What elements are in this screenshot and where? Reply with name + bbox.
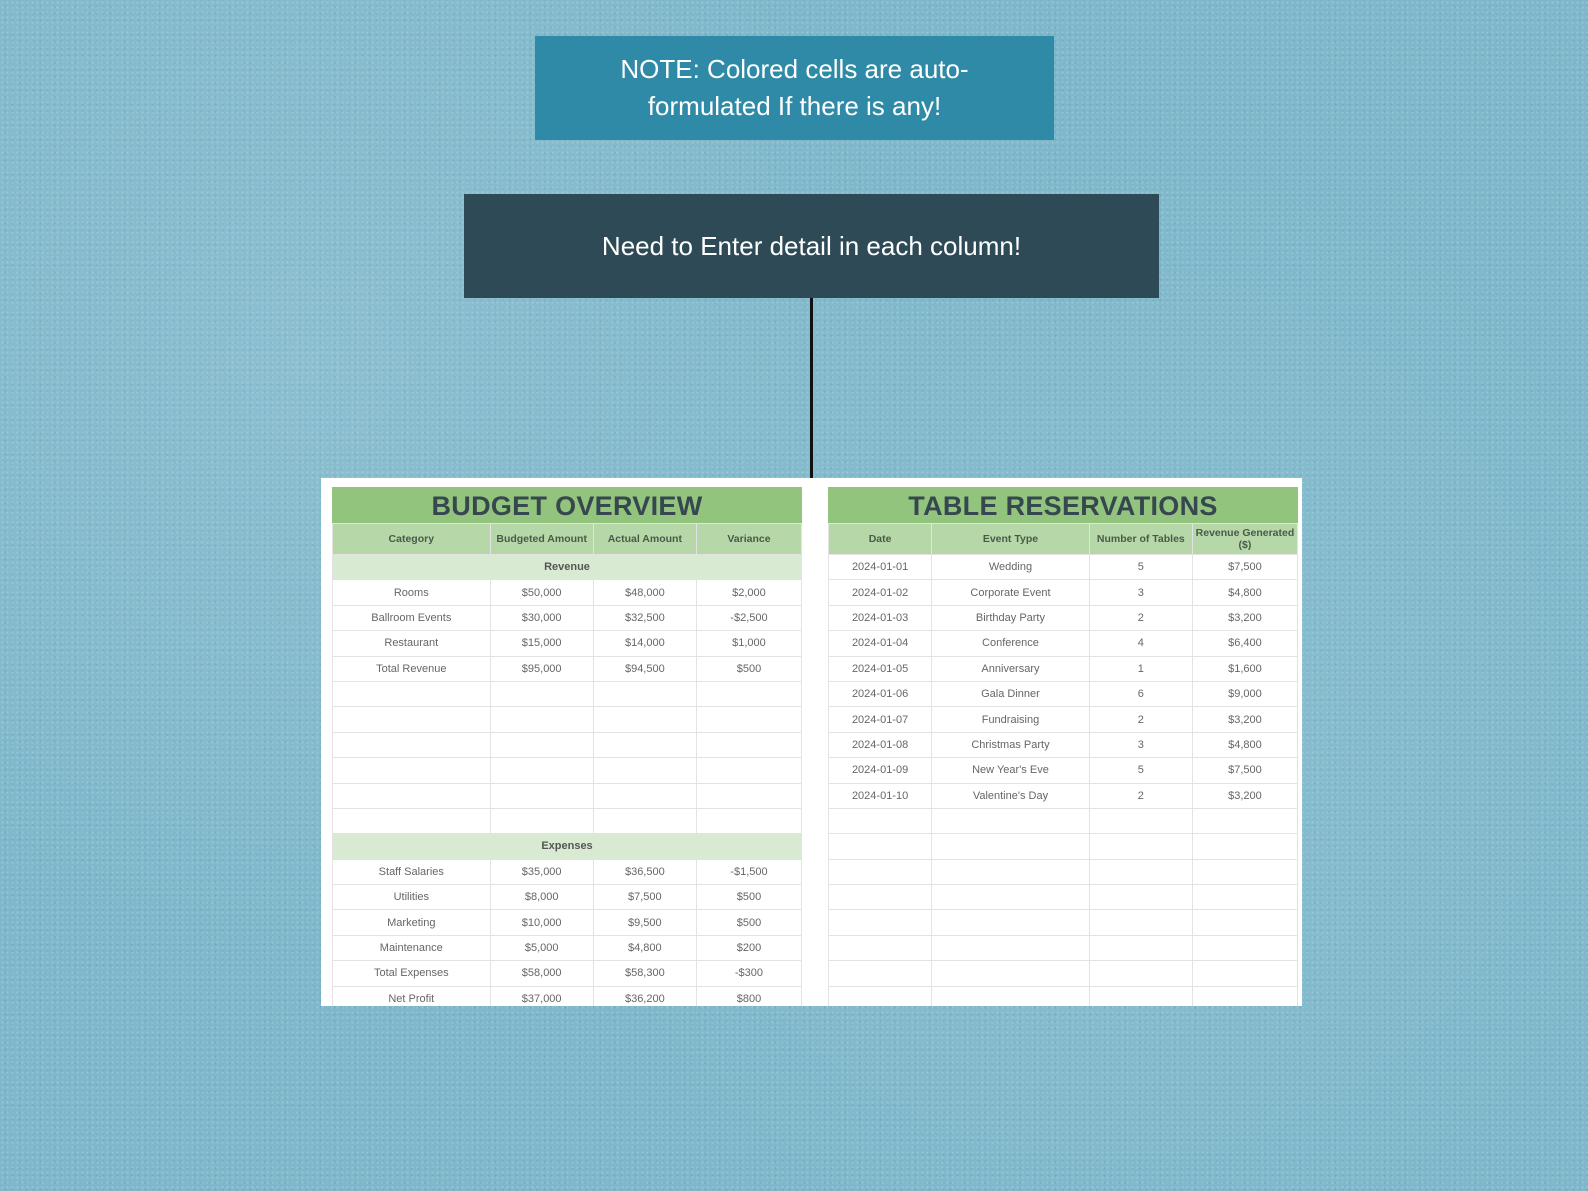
- table-cell[interactable]: Conference: [932, 631, 1090, 656]
- table-cell[interactable]: [1089, 859, 1192, 884]
- table-row: [333, 885, 802, 910]
- table-cell[interactable]: Ballroom Events: [333, 605, 491, 630]
- table-cell[interactable]: [490, 681, 593, 706]
- empty-row: [829, 986, 1298, 1006]
- table-cell[interactable]: $7,500: [1192, 758, 1297, 783]
- column-header: Variance: [696, 524, 801, 555]
- table-cell[interactable]: Restaurant: [333, 631, 491, 656]
- table-row: [829, 580, 1298, 605]
- note-text: NOTE: Colored cells are auto-formulated If there is any!: [620, 54, 969, 121]
- table-cell[interactable]: [932, 885, 1090, 910]
- table-cell[interactable]: [1192, 834, 1297, 859]
- budget-overview-title: BUDGET OVERVIEW: [332, 487, 802, 523]
- table-cell[interactable]: 2024-01-02: [829, 580, 932, 605]
- table-cell[interactable]: [593, 732, 696, 757]
- spreadsheet-preview: [321, 478, 1302, 1006]
- table-cell[interactable]: $200: [696, 935, 801, 960]
- table-cell[interactable]: [696, 681, 801, 706]
- table-cell[interactable]: Marketing: [333, 910, 491, 935]
- empty-row: [829, 808, 1298, 833]
- table-cell[interactable]: $32,500: [593, 605, 696, 630]
- table-cell[interactable]: $58,000: [490, 961, 593, 986]
- table-cell[interactable]: $9,500: [593, 910, 696, 935]
- empty-row: [333, 758, 802, 783]
- table-cell[interactable]: 2024-01-04: [829, 631, 932, 656]
- table-cell[interactable]: New Year's Eve: [932, 758, 1090, 783]
- table-cell[interactable]: [333, 732, 491, 757]
- table-cell[interactable]: $7,500: [593, 885, 696, 910]
- column-header: Date: [829, 524, 932, 555]
- table-cell[interactable]: 2: [1089, 783, 1192, 808]
- table-cell[interactable]: [829, 935, 932, 960]
- instruction-banner: [464, 194, 1159, 298]
- table-cell[interactable]: [696, 783, 801, 808]
- table-cell[interactable]: Rooms: [333, 580, 491, 605]
- table-cell[interactable]: $4,800: [1192, 580, 1297, 605]
- table-cell[interactable]: Staff Salaries: [333, 859, 491, 884]
- table-cell[interactable]: Wedding: [932, 555, 1090, 580]
- table-cell[interactable]: [333, 808, 491, 833]
- table-row: [829, 605, 1298, 630]
- table-cell[interactable]: [829, 961, 932, 986]
- empty-row: [333, 783, 802, 808]
- table-cell[interactable]: $50,000: [490, 580, 593, 605]
- table-cell[interactable]: [593, 758, 696, 783]
- table-row: [829, 656, 1298, 681]
- table-cell[interactable]: [829, 986, 932, 1006]
- table-cell[interactable]: [1192, 808, 1297, 833]
- revenue-section-row: [333, 555, 802, 580]
- table-row: [829, 707, 1298, 732]
- table-cell[interactable]: [1089, 808, 1192, 833]
- table-cell[interactable]: Net Profit: [333, 986, 491, 1006]
- table-row: [829, 732, 1298, 757]
- table-cell[interactable]: Christmas Party: [932, 732, 1090, 757]
- table-cell[interactable]: $800: [696, 986, 801, 1006]
- column-header: Budgeted Amount: [490, 524, 593, 555]
- table-cell[interactable]: [696, 758, 801, 783]
- table-cell[interactable]: 2024-01-01: [829, 555, 932, 580]
- table-cell[interactable]: $58,300: [593, 961, 696, 986]
- table-row: [333, 935, 802, 960]
- column-header: Number of Tables: [1089, 524, 1192, 555]
- table-cell[interactable]: $1,600: [1192, 656, 1297, 681]
- table-row: [829, 758, 1298, 783]
- table-cell[interactable]: $6,400: [1192, 631, 1297, 656]
- table-cell[interactable]: [1192, 910, 1297, 935]
- table-cell[interactable]: [1089, 961, 1192, 986]
- table-cell[interactable]: Total Revenue: [333, 656, 491, 681]
- table-cell[interactable]: [829, 885, 932, 910]
- table-cell[interactable]: [932, 859, 1090, 884]
- table-cell[interactable]: $8,000: [490, 885, 593, 910]
- table-cell[interactable]: -$2,500: [696, 605, 801, 630]
- table-cell[interactable]: [932, 834, 1090, 859]
- table-cell[interactable]: -$1,500: [696, 859, 801, 884]
- table-cell[interactable]: $3,200: [1192, 783, 1297, 808]
- table-cell[interactable]: 6: [1089, 681, 1192, 706]
- table-row: [333, 656, 802, 681]
- table-cell[interactable]: [829, 808, 932, 833]
- table-cell[interactable]: [1089, 935, 1192, 960]
- reservations-header-row: [829, 524, 1298, 555]
- table-cell[interactable]: [593, 808, 696, 833]
- table-cell[interactable]: $37,000: [490, 986, 593, 1006]
- table-cell[interactable]: [1089, 834, 1192, 859]
- table-cell[interactable]: $3,200: [1192, 707, 1297, 732]
- table-cell[interactable]: [333, 681, 491, 706]
- table-cell[interactable]: [1192, 986, 1297, 1006]
- table-cell[interactable]: $15,000: [490, 631, 593, 656]
- table-cell[interactable]: [932, 808, 1090, 833]
- empty-row: [829, 885, 1298, 910]
- table-row: [333, 910, 802, 935]
- table-cell[interactable]: $14,000: [593, 631, 696, 656]
- table-row: [333, 580, 802, 605]
- table-cell[interactable]: 2024-01-10: [829, 783, 932, 808]
- table-cell[interactable]: [1089, 885, 1192, 910]
- table-cell[interactable]: 2: [1089, 707, 1192, 732]
- table-cell[interactable]: $500: [696, 656, 801, 681]
- table-cell[interactable]: $2,000: [696, 580, 801, 605]
- section-label[interactable]: Expenses: [333, 834, 802, 859]
- table-cell[interactable]: Anniversary: [932, 656, 1090, 681]
- table-cell[interactable]: $94,500: [593, 656, 696, 681]
- table-reservations-panel: [828, 487, 1298, 1006]
- table-cell[interactable]: $30,000: [490, 605, 593, 630]
- table-cell[interactable]: [490, 758, 593, 783]
- table-cell[interactable]: 2024-01-09: [829, 758, 932, 783]
- table-cell[interactable]: [593, 783, 696, 808]
- table-cell[interactable]: $500: [696, 885, 801, 910]
- empty-row: [829, 961, 1298, 986]
- table-row: [333, 961, 802, 986]
- table-cell[interactable]: Fundraising: [932, 707, 1090, 732]
- column-header: Category: [333, 524, 491, 555]
- table-cell[interactable]: 5: [1089, 555, 1192, 580]
- table-row: [333, 859, 802, 884]
- empty-row: [333, 707, 802, 732]
- table-row: [333, 986, 802, 1006]
- budget-table: [332, 523, 802, 1006]
- table-cell[interactable]: [593, 707, 696, 732]
- table-cell[interactable]: 3: [1089, 732, 1192, 757]
- table-cell[interactable]: [1089, 910, 1192, 935]
- table-cell[interactable]: $1,000: [696, 631, 801, 656]
- column-header: Event Type: [932, 524, 1090, 555]
- table-row: [829, 555, 1298, 580]
- table-cell[interactable]: [696, 707, 801, 732]
- budget-header-row: [333, 524, 802, 555]
- empty-row: [333, 732, 802, 757]
- table-cell[interactable]: $36,500: [593, 859, 696, 884]
- table-cell[interactable]: $500: [696, 910, 801, 935]
- empty-row: [333, 681, 802, 706]
- note-banner: [535, 36, 1054, 140]
- column-header: Revenue Generated ($): [1192, 524, 1297, 555]
- table-cell[interactable]: [333, 707, 491, 732]
- table-cell[interactable]: [333, 758, 491, 783]
- empty-row: [829, 834, 1298, 859]
- table-cell[interactable]: $36,200: [593, 986, 696, 1006]
- table-cell[interactable]: [1192, 885, 1297, 910]
- section-label[interactable]: Revenue: [333, 555, 802, 580]
- table-cell[interactable]: 2024-01-05: [829, 656, 932, 681]
- table-row: [829, 783, 1298, 808]
- table-cell[interactable]: 2024-01-03: [829, 605, 932, 630]
- table-cell[interactable]: Gala Dinner: [932, 681, 1090, 706]
- table-cell[interactable]: $95,000: [490, 656, 593, 681]
- table-cell[interactable]: $9,000: [1192, 681, 1297, 706]
- table-row: [333, 605, 802, 630]
- table-cell[interactable]: [490, 732, 593, 757]
- table-cell[interactable]: [932, 910, 1090, 935]
- table-cell[interactable]: 3: [1089, 580, 1192, 605]
- table-row: [333, 631, 802, 656]
- table-cell[interactable]: [829, 859, 932, 884]
- table-cell[interactable]: [1089, 986, 1192, 1006]
- table-cell[interactable]: 5: [1089, 758, 1192, 783]
- reservations-table: [828, 523, 1298, 1006]
- empty-row: [333, 808, 802, 833]
- table-cell[interactable]: [1192, 935, 1297, 960]
- table-cell[interactable]: [1192, 961, 1297, 986]
- table-cell[interactable]: [333, 783, 491, 808]
- table-cell[interactable]: 2: [1089, 605, 1192, 630]
- table-cell[interactable]: $4,800: [593, 935, 696, 960]
- connector-line: [810, 298, 813, 478]
- table-cell[interactable]: [593, 681, 696, 706]
- instruction-text: Need to Enter detail in each column!: [601, 230, 1022, 261]
- table-cell[interactable]: $5,000: [490, 935, 593, 960]
- table-reservations-title: TABLE RESERVATIONS: [828, 487, 1298, 523]
- table-cell[interactable]: [696, 732, 801, 757]
- table-cell[interactable]: $35,000: [490, 859, 593, 884]
- table-cell[interactable]: Maintenance: [333, 935, 491, 960]
- empty-row: [829, 910, 1298, 935]
- table-cell[interactable]: [932, 961, 1090, 986]
- table-cell[interactable]: [490, 783, 593, 808]
- table-cell[interactable]: 2024-01-07: [829, 707, 932, 732]
- table-row: [829, 631, 1298, 656]
- table-cell[interactable]: 4: [1089, 631, 1192, 656]
- expenses-section-row: [333, 834, 802, 859]
- empty-row: [829, 935, 1298, 960]
- table-cell[interactable]: Total Expenses: [333, 961, 491, 986]
- table-cell[interactable]: 1: [1089, 656, 1192, 681]
- table-cell[interactable]: $4,800: [1192, 732, 1297, 757]
- table-cell[interactable]: 2024-01-06: [829, 681, 932, 706]
- budget-overview-panel: [332, 487, 802, 1006]
- table-cell[interactable]: [829, 834, 932, 859]
- empty-row: [829, 859, 1298, 884]
- table-cell[interactable]: Valentine's Day: [932, 783, 1090, 808]
- table-cell[interactable]: [490, 707, 593, 732]
- table-cell[interactable]: Utilities: [333, 885, 491, 910]
- table-cell[interactable]: [490, 808, 593, 833]
- table-cell[interactable]: $48,000: [593, 580, 696, 605]
- table-cell[interactable]: -$300: [696, 961, 801, 986]
- table-cell[interactable]: 2024-01-08: [829, 732, 932, 757]
- table-cell[interactable]: [1192, 859, 1297, 884]
- table-cell[interactable]: [829, 910, 932, 935]
- table-cell[interactable]: [932, 986, 1090, 1006]
- table-cell[interactable]: [696, 808, 801, 833]
- table-cell[interactable]: [932, 935, 1090, 960]
- table-cell[interactable]: $7,500: [1192, 555, 1297, 580]
- column-header: Actual Amount: [593, 524, 696, 555]
- table-cell[interactable]: Corporate Event: [932, 580, 1090, 605]
- table-cell[interactable]: $10,000: [490, 910, 593, 935]
- table-cell[interactable]: Birthday Party: [932, 605, 1090, 630]
- table-cell[interactable]: $3,200: [1192, 605, 1297, 630]
- table-row: [829, 681, 1298, 706]
